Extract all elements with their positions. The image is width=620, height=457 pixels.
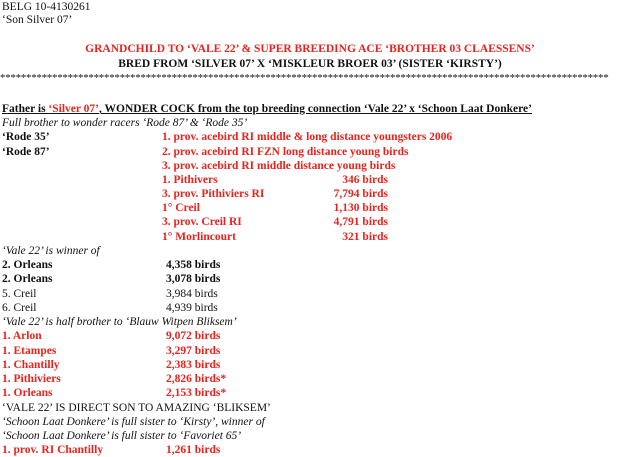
father-prefix: Father is <box>2 103 49 115</box>
rode-race: 3. prov. Creil RI <box>162 216 242 228</box>
father-line <box>2 102 532 116</box>
headline-1: GRANDCHILD TO ‘VALE 22’ & SUPER BREEDING ACE ‘BROTHER 03 CLAESSENS’ <box>85 43 535 55</box>
ring-number: BELG 10-4130261 <box>2 1 91 13</box>
rode-birds: 1,130 birds <box>333 202 388 214</box>
vale-win-race: 2. Orleans <box>2 273 53 285</box>
bliksem-race: 1. Arlon <box>2 330 42 342</box>
headline-2: BRED FROM ‘SILVER 07’ X ‘MISKLEUR BROER 03’ (SISTER ‘KIRSTY’) <box>118 58 502 70</box>
bliksem-birds: 2,383 birds <box>166 359 221 371</box>
direct-son-line: ‘VALE 22’ IS DIRECT SON TO AMAZING ‘BLIKSEM’ <box>2 402 271 414</box>
rode-birds: 346 birds <box>342 174 388 186</box>
rode-race: 1. Pithivers <box>162 174 218 186</box>
bliksem-birds: 9,072 birds <box>166 330 221 342</box>
rode-birds: 321 birds <box>342 231 388 243</box>
rode-35-label: ‘Rode 35’ <box>2 131 50 143</box>
bliksem-birds: 2,826 birds* <box>166 373 227 385</box>
vale-winner-label: ‘Vale 22’ is winner of <box>2 245 100 257</box>
father-suffix: , WONDER COCK from the top breeding connection ‘Vale 22’ x ‘Schoon Laat Donkere’ <box>99 103 532 115</box>
father-note: Full brother to wonder racers ‘Rode 87’ & ‘Rode 35’ <box>2 117 248 129</box>
rode-result: 3. prov. acebird RI middle distance young birds <box>162 160 396 172</box>
rode-birds: 7,794 birds <box>333 188 388 200</box>
bliksem-race: 1. Pithiviers <box>2 373 61 385</box>
rode-race: 3. prov. Pithiviers RI <box>162 188 265 200</box>
bliksem-birds: 2,153 birds* <box>166 387 227 399</box>
bliksem-race: 1. Chantilly <box>2 359 60 371</box>
vale-win-race: 5. Creil <box>2 288 37 300</box>
rode-race: 1° Creil <box>162 202 200 214</box>
rode-birds: 4,791 birds <box>333 216 388 228</box>
vale-win-birds: 3,984 birds <box>166 288 218 300</box>
sister-favoriet-line: ‘Schoon Laat Donkere’ is full sister to ‘Favoriet 65’ <box>2 430 242 442</box>
bliksem-birds: 3,297 birds <box>166 345 221 357</box>
bliksem-race: 1. Etampes <box>2 345 57 357</box>
father-name: ‘Silver 07’ <box>48 103 99 115</box>
vale-win-race: 6. Creil <box>2 302 37 314</box>
rode-result: 1. prov. acebird RI middle & long distance youngsters 2006 <box>162 131 453 143</box>
pigeon-name: ‘Son Silver 07’ <box>2 14 73 26</box>
separator-stars: ********************************************************************************************************************* <box>0 72 609 84</box>
vale-win-race: 2. Orleans <box>2 259 53 271</box>
rode-race: 1° Morlincourt <box>162 231 236 243</box>
rode-87-label: ‘Rode 87’ <box>2 146 50 158</box>
bliksem-race: 1. Orleans <box>2 387 53 399</box>
cut-birds: 1,261 birds <box>166 444 221 456</box>
vale-win-birds: 4,358 birds <box>166 259 221 271</box>
cut-race: 1. prov. RI Chantilly <box>2 444 104 456</box>
rode-result: 2. prov. acebird RI FZN long distance young birds <box>162 146 409 158</box>
half-brother-label: ‘Vale 22’ is half brother to ‘Blauw Witpen Bliksem’ <box>2 316 237 328</box>
vale-win-birds: 3,078 birds <box>166 273 221 285</box>
sister-kirsty-line: ‘Schoon Laat Donkere’ is full sister to ‘Kirsty’, winner of <box>2 416 265 428</box>
vale-win-birds: 4,939 birds <box>166 302 218 314</box>
